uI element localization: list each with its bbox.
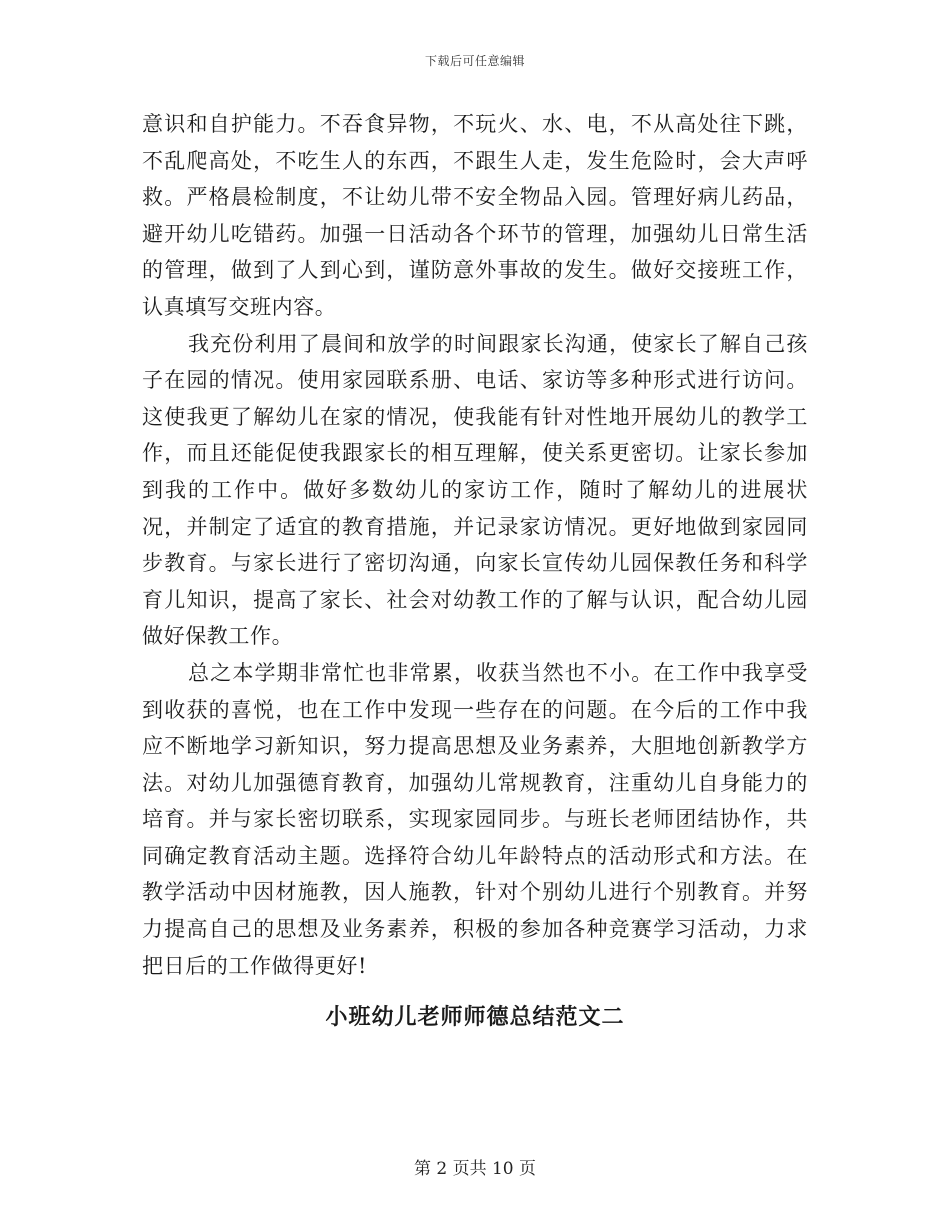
section-heading: 小班幼儿老师师德总结范文二 [325,1004,625,1030]
page-number: 第 2 页共 10 页 [413,1159,537,1179]
paragraph-parent-communication: 我充份利用了晨间和放学的时间跟家长沟通，使家长了解自己孩子在园的情况。使用家园联系册、电话、家访等多种形式进行访问。这使我更了解幼儿在家的情况，使我能有针对性地开展幼儿的教学工作，而且还能促使我跟家长的相互理解，使关系更密切。让家长参加到我的工作中。做好多数幼儿的家访工作，随时了解幼儿的进展状况，并制定了适宜的教育措施，并记录家访情况。更好地做到家园同步教育。与家长进行了密切沟通，向家长宣传幼儿园保教任务和科学育儿知识，提高了家长、社会对幼教工作的了解与认识，配合幼儿园做好保教工作。 [142,331,808,649]
document-body [142,106,808,984]
paragraph-continued: 意识和自护能力。不吞食异物，不玩火、水、电，不从高处往下跳，不乱爬高处，不吃生人的东西，不跟生人走，发生危险时，会大声呼救。严格晨检制度，不让幼儿带不安全物品入园。管理好病儿药品，避开幼儿吃错药。加强一日活动各个环节的管理，加强幼儿日常生活的管理，做到了人到心到，谨防意外事故的发生。做好交接班工作，认真填写交班内容。 [142,112,808,319]
paragraph-summary: 总之本学期非常忙也非常累，收获当然也不小。在工作中我享受到收获的喜悦，也在工作中发现一些存在的问题。在今后的工作中我应不断地学习新知识，努力提高思想及业务素养，大胆地创新教学方法。对幼儿加强德育教育，加强幼儿常规教育，注重幼儿自身能力的培育。并与家长密切联系，实现家园同步。与班长老师团结协作，共同确定教育活动主题。选择符合幼儿年龄特点的活动形式和方法。在教学活动中因材施教，因人施教，针对个别幼儿进行个别教育。并努力提高自己的思想及业务素养，积极的参加各种竞赛学习活动，力求把日后的工作做得更好! [142,660,808,978]
page-header-note: 下载后可任意编辑 [424,54,525,68]
